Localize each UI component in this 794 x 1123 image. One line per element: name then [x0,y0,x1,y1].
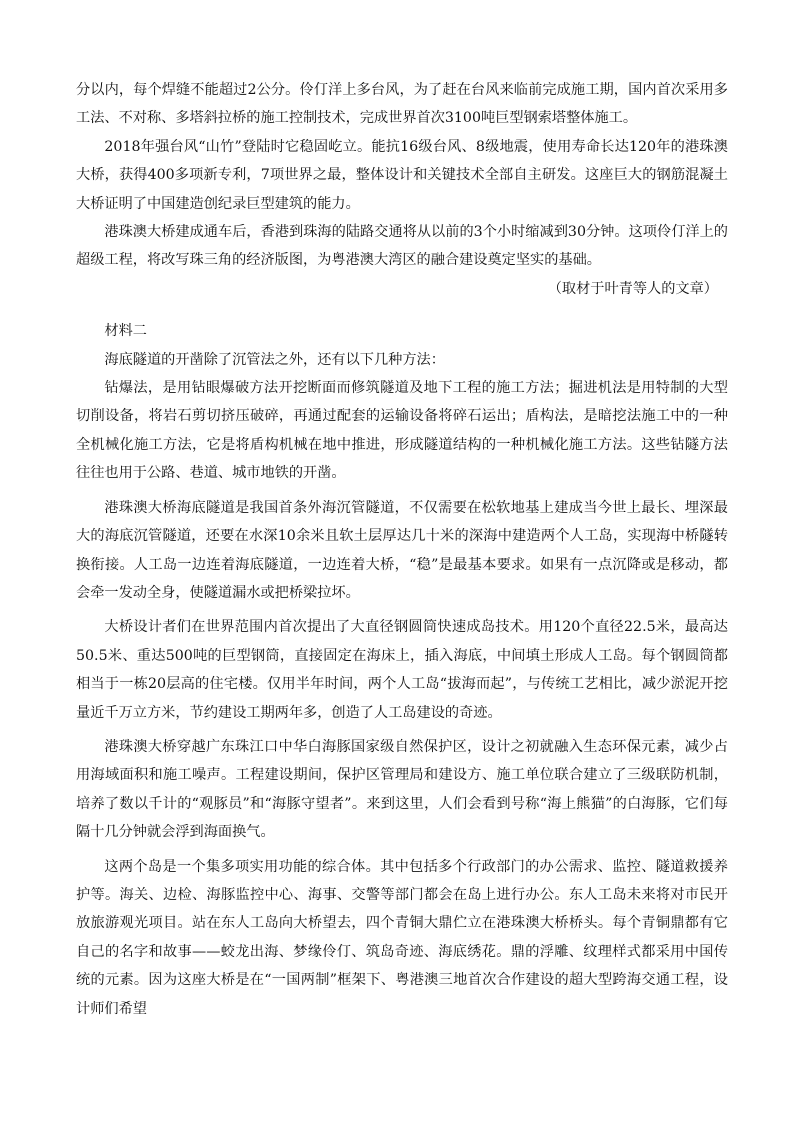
document-page [76,76,728,1023]
material-two-paragraph-3: 港珠澳大桥海底隧道是我国首条外海沉管隧道，不仅需要在松软地基上建成当今世上最长、埋深最大的海底沉管隧道，还要在水深10余米且软土层厚达几十米的深海中建造两个人工岛，实现海中桥隧转换衔接。人工岛一边连着海底隧道，一边连着大桥，“稳”是最基本要求。如果有一点沉降或是移动，都会牵一发动全身，使隧道漏水或把桥梁拉坏。 [76,499,728,601]
paragraph-2: 2018年强台风“山竹”登陆时它稳固屹立。能抗16级台风、8级地震，使用寿命长达120年的港珠澳大桥，获得400多项新专利，7项世界之最，整体设计和关键技术全部自主研发。这座巨大的钢筋混凝土大桥证明了中国建造创纪录巨型建筑的能力。 [76,138,728,212]
material-two-paragraph-1: 海底隧道的开凿除了沉管法之外，还有以下几种方法： [104,351,445,368]
material-two-heading: 材料二 [104,323,147,340]
material-two-paragraph-2: 钻爆法，是用钻眼爆破方法开挖断面而修筑隧道及地下工程的施工方法；掘进机法是用特制的大型切削设备，将岩石剪切挤压破碎，再通过配套的运输设备将碎石运出；盾构法，是暗挖法施工中的一种全机械化施工方法，它是将盾构机械在地中推进，形成隧道结构的一种机械化施工方法。这些钻隧方法往往也用于公路、巷道、城市地铁的开凿。 [76,380,728,482]
material-two-paragraph-5: 港珠澳大桥穿越广东珠江口中华白海豚国家级自然保护区，设计之初就融入生态环保元素，减少占用海域面积和施工噪声。工程建设期间，保护区管理局和建设方、施工单位联合建立了三级联防机制，培养了数以千计的“观豚员”和“海豚守望者”。来到这里，人们会看到号称“海上熊猫”的白海豚，它们每隔十几分钟就会浮到海面换气。 [76,738,728,841]
source-citation: （取材于叶青等人的文章） [547,280,718,297]
material-two-paragraph-4: 大桥设计者们在世界范围内首次提出了大直径钢圆筒快速成岛技术。用120个直径22.5米，最高达50.5米、重达500吨的巨型钢筒，直接固定在海床上，插入海底，中间填土形成人工岛。每个钢圆筒都相当于一栋20层高的住宅楼。仅用半年时间，两个人工岛“拔海而起”，与传统工艺相比，减少淤泥开挖量近千万立方米，节约建设工期两年多，创造了人工岛建设的奇迹。 [76,619,728,721]
paragraph-1: 分以内，每个焊缝不能超过2公分。伶仃洋上多台风，为了赶在台风来临前完成施工期，国内首次采用多工法、不对称、多塔斜拉桥的施工控制技术，完成世界首次3100吨巨型钢索塔整体施工。 [76,82,728,127]
paragraph-3: 港珠澳大桥建成通车后，香港到珠海的陆路交通将从以前的3个小时缩减到30分钟。这项伶仃洋上的超级工程，将改写珠三角的经济版图，为粤港澳大湾区的融合建设奠定坚实的基础。 [76,224,728,269]
material-two-paragraph-6: 这两个岛是一个集多项实用功能的综合体。其中包括多个行政部门的办公需求、监控、隧道救援养护等。海关、边检、海豚监控中心、海事、交警等部门都会在岛上进行办公。东人工岛未来将对市民开放旅游观光项目。站在东人工岛向大桥望去，四个青铜大鼎伫立在港珠澳大桥桥头。每个青铜鼎都有它自己的名字和故事——蛟龙出海、梦缘伶仃、筑岛奇迹、海底绣花。鼎的浮雕、纹理样式都采用中国传统的元素。因为这座大桥是在“一国两制”框架下、粤港澳三地首次合作建设的超大型跨海交通工程，设计师们希望 [76,858,728,1017]
